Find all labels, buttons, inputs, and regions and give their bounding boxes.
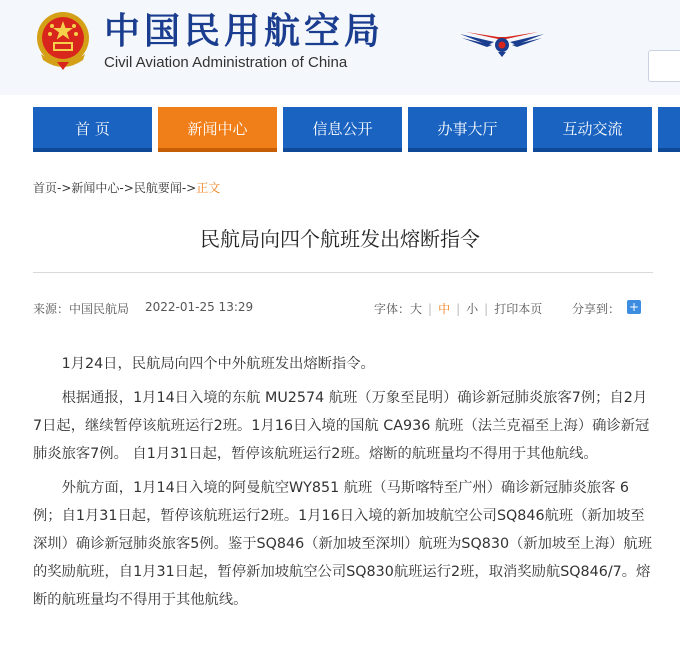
nav-item-info-disclosure[interactable]: 信息公开 [283,107,402,152]
article-paragraph: 1月24日，民航局向四个中外航班发出熔断指令。 [61,356,375,372]
article-paragraph: 外航方面，1月14日入境的阿曼航空WY851 航班（马斯喀特至广州）确诊新冠肺炎旅客 6例；自1月31日起，暂停该航班运行2班。1月16日入境的新加坡航空公司SQ846航班（新加坡至深圳）确诊新冠肺炎旅客5例。鉴于SQ846（新加坡至深圳）航班为SQ830（新加坡至上海）航班的奖励航班，自1月31日起，暂停新加坡航空公司SQ830航班运行2班，取消奖励航SQ846/7。熔断的航班量均不得用于其他航线。 [33,480,653,608]
article-date: 2022-01-25 13:29 [145,300,254,314]
font-medium-button[interactable]: 中 [438,302,451,316]
breadcrumb-separator: -> [181,181,197,195]
nav-item-interaction[interactable]: 互动交流 [533,107,652,152]
site-header [0,0,680,95]
nav-item-news-center[interactable]: 新闻中心 [158,107,277,152]
font-separator: | [456,302,461,316]
breadcrumb-home[interactable]: 首页 [33,181,58,195]
font-size-label: 字体： [374,302,411,316]
breadcrumb-separator: -> [119,181,134,195]
font-size-tools [374,300,542,317]
font-small-button[interactable]: 小 [466,302,479,316]
nav-item-service-hall[interactable]: 办事大厅 [408,107,527,152]
breadcrumb [33,179,220,196]
article-paragraph: 根据通报，1月14日入境的东航 MU2574 航班（万象至昆明）确诊新冠肺炎旅客7例；自2月7日起，继续暂停该航班运行2班。1月16日入境的国航 CA936 航班（法兰克福至上海）确诊新冠肺炎旅客7例。 自1月31日起，暂停该航班运行2班。熔断的航班量均不得用于其他航线。 [33,390,650,462]
share-plus-icon[interactable]: + [628,300,640,314]
article-title: 民航局向四个航班发出熔断指令 [200,227,480,251]
nav-item-home[interactable]: 首 页 [33,107,152,152]
title-divider [33,272,653,273]
site-title-en: Civil Aviation Administration of China [104,54,348,71]
article-body [33,350,653,620]
article-meta [33,300,653,318]
font-separator: | [428,302,433,316]
breadcrumb-current: 正文 [196,181,221,195]
share-label: 分享到： [572,302,621,316]
breadcrumb-separator: -> [57,181,72,195]
breadcrumb-section[interactable]: 民航要闻 [133,181,182,195]
font-large-button[interactable]: 大 [410,302,423,316]
print-button[interactable]: 打印本页 [494,302,543,316]
font-separator: | [484,302,489,316]
caac-wing-logo-icon [458,28,546,58]
article-source: 来源：中国民航局 [33,302,130,316]
national-emblem-icon [33,10,93,72]
search-input[interactable] [648,50,680,82]
nav-item-more[interactable] [658,107,680,152]
site-title-cn: 中国民用航空局 [104,11,385,52]
breadcrumb-news[interactable]: 新闻中心 [71,181,120,195]
main-nav [0,107,680,152]
